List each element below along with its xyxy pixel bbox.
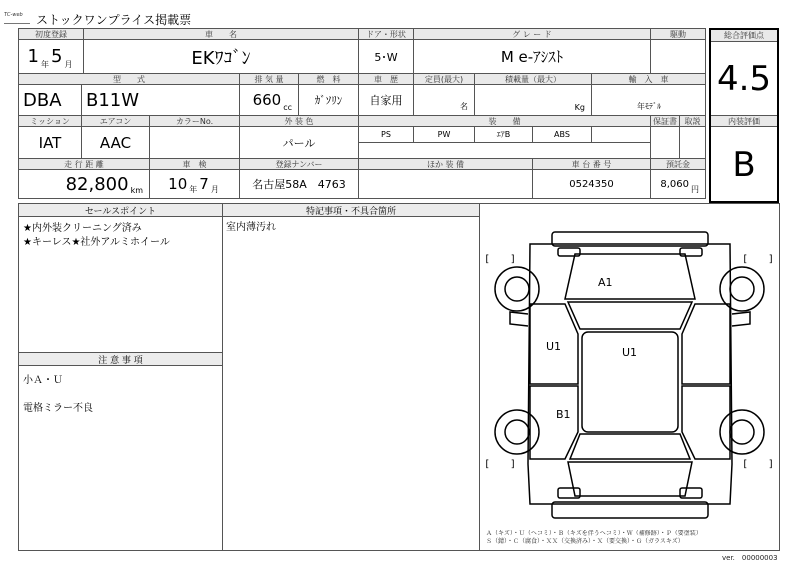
left-front-wheel (495, 267, 539, 311)
history: 自家用 (358, 84, 414, 116)
sales-points-title: セールスポイント (18, 203, 223, 217)
equipment-blank (591, 126, 651, 143)
equipment-label: 装 備 (358, 115, 651, 127)
import-sub: 年ﾓﾃﾞﾙ (637, 102, 661, 111)
front-left-lamp (558, 248, 580, 256)
chassis-no: 0524350 (532, 169, 651, 199)
load-value (474, 84, 592, 116)
chassis-no-label: 車 台 番 号 (532, 158, 651, 170)
windshield (568, 302, 692, 329)
mileage: 82,800 (65, 173, 129, 195)
model: B11W (81, 84, 240, 116)
load-label: 積載量（最大） (474, 73, 592, 85)
door-shape-label: ドア・形状 (358, 28, 414, 40)
sales-points-list (23, 222, 219, 250)
interior-score: B (732, 144, 756, 185)
special-notes-list (226, 221, 476, 235)
deposit-value (650, 169, 706, 199)
month-unit: 月 (64, 60, 73, 69)
exterior-color: パール (239, 126, 359, 159)
left-rear-wheel-inner (505, 420, 529, 444)
logo: TC-web (4, 12, 30, 24)
mission-label: ミッション (18, 115, 82, 127)
inspection-value (149, 169, 240, 199)
body-outline (528, 244, 732, 504)
overall-score: 4.5 (716, 59, 772, 99)
warranty (650, 126, 680, 159)
load-unit: Kg (574, 103, 585, 112)
mileage-label: 走 行 距 離 (18, 158, 150, 170)
bracket-bottom-right: [ ] (742, 459, 775, 470)
plate: 名古屋58A 4763 (239, 169, 359, 199)
first-reg-value (18, 39, 84, 74)
left-rear-wheel (495, 410, 539, 454)
right-front-door (682, 304, 730, 384)
special-note-item: 室内薄汚れ (226, 222, 276, 233)
mission: IAT (18, 126, 82, 159)
right-rear-wheel-inner (730, 420, 754, 444)
color-no (149, 126, 240, 159)
damage-mark-b1: B1 (556, 408, 571, 421)
equipment-ps: PS (358, 126, 414, 143)
capacity-unit: 名 (460, 102, 468, 111)
sales-point-item: ★キーレス★社外アルミホイール (23, 237, 170, 248)
legend-line-2: Ｓ（錆）・Ｃ（腐食）・ＸＸ（交換済み）・Ｘ（要交換）・Ｇ（ガラスキズ） (486, 538, 684, 545)
inspection-month-unit: 月 (210, 185, 219, 194)
record-label: 取説 (679, 115, 706, 127)
diagram-legend (486, 530, 778, 546)
right-front-wheel-inner (730, 277, 754, 301)
bracket-top-left: [ ] (484, 254, 517, 265)
sales-point-item: ★内外装クリーニング済み (23, 223, 142, 234)
hood (565, 254, 695, 299)
note-item: 電格ミラー不良 (23, 403, 93, 414)
fuel: ｶﾞｿﾘﾝ (298, 84, 359, 116)
color-no-label: カラーNo. (149, 115, 240, 127)
drive-label: 駆動 (650, 28, 706, 40)
car-name-label: 車 名 (83, 28, 359, 40)
cc-unit: cc (283, 103, 292, 112)
displacement-value (239, 84, 299, 116)
inspection-month: 7 (199, 175, 209, 193)
warranty-label: 保証書 (650, 115, 680, 127)
drive (650, 39, 706, 74)
grade: M e-ｱｼｽﾄ (413, 39, 651, 74)
aircon: AAC (81, 126, 150, 159)
left-front-wheel-inner (505, 277, 529, 301)
left-column-divider (222, 203, 223, 551)
record (679, 126, 706, 159)
exterior-color-label: 外 装 色 (239, 115, 359, 127)
damage-mark-u1-left: U1 (546, 340, 562, 353)
bracket-top-right: [ ] (742, 254, 775, 265)
inspection-label: 車 検 (149, 158, 240, 170)
interior-score-label: 内装評価 (711, 115, 777, 127)
year-unit: 年 (41, 60, 49, 69)
right-front-wheel (720, 267, 764, 311)
right-rear-wheel (720, 410, 764, 454)
import-value (591, 84, 706, 116)
damage-mark-a1: A1 (598, 276, 613, 289)
deposit: 8,060 (660, 178, 689, 190)
model-label: 型 式 (18, 73, 240, 85)
import-label: 輸 入 車 (591, 73, 706, 85)
grade-label: グ レ ー ド (413, 28, 651, 40)
other-equipment-label: ほか 装 備 (358, 158, 533, 170)
vehicle-inspection-diagram (480, 204, 779, 550)
deposit-label: 預託金 (650, 158, 706, 170)
capacity-value (413, 84, 475, 116)
rear-glass (570, 434, 690, 459)
tailgate (568, 462, 692, 496)
front-right-lamp (680, 248, 702, 256)
legend-line-1: Ａ（キズ）・Ｕ（ヘコミ）・Ｂ（キズを伴うヘコミ）・Ｗ（補修跡）・Ｐ（要塗装） (486, 530, 702, 537)
note-item: 小Ａ・Ｕ (23, 375, 63, 386)
other-equipment (358, 169, 533, 199)
notes-title: 注 意 事 項 (18, 352, 223, 366)
special-notes-title: 特記事項・不具合箇所 (222, 203, 480, 217)
overall-score-label: 総合評価点 (711, 30, 777, 42)
car-name: EKﾜｺﾞﾝ (83, 39, 359, 74)
equipment-blank-row (358, 142, 651, 159)
fuel-label: 燃 料 (298, 73, 359, 85)
right-mirror (732, 312, 750, 326)
bracket-bottom-left: [ ] (484, 459, 517, 470)
km-unit: km (130, 186, 143, 195)
note-item (23, 388, 219, 402)
left-mirror (510, 312, 528, 326)
yen-unit: 円 (691, 185, 699, 194)
inspection-year: 10 (168, 175, 188, 193)
capacity-label: 定員(最大) (413, 73, 475, 85)
first-reg-month: 5 (51, 46, 63, 67)
equipment-pw: PW (413, 126, 475, 143)
plate-label: 登録ナンバー (239, 158, 359, 170)
displacement: 660 (252, 91, 282, 109)
door-shape: 5･W (358, 39, 414, 74)
first-reg-label: 初度登録 (18, 28, 84, 40)
page-title: ストックワンプライス掲載票 (36, 13, 192, 27)
displacement-label: 排 気 量 (239, 73, 299, 85)
aircon-label: エアコン (81, 115, 150, 127)
equipment-airbag: ｴｱB (474, 126, 533, 143)
equipment-abs: ABS (532, 126, 592, 143)
damage-mark-u1-roof: U1 (622, 346, 638, 359)
version-label: ver. 00000003 (722, 554, 778, 562)
first-reg-year: 1 (27, 46, 39, 67)
model-prefix: DBA (18, 84, 82, 116)
mileage-value (18, 169, 150, 199)
inspection-year-unit: 年 (189, 185, 198, 194)
history-label: 車 歴 (358, 73, 414, 85)
notes-list (23, 374, 219, 416)
